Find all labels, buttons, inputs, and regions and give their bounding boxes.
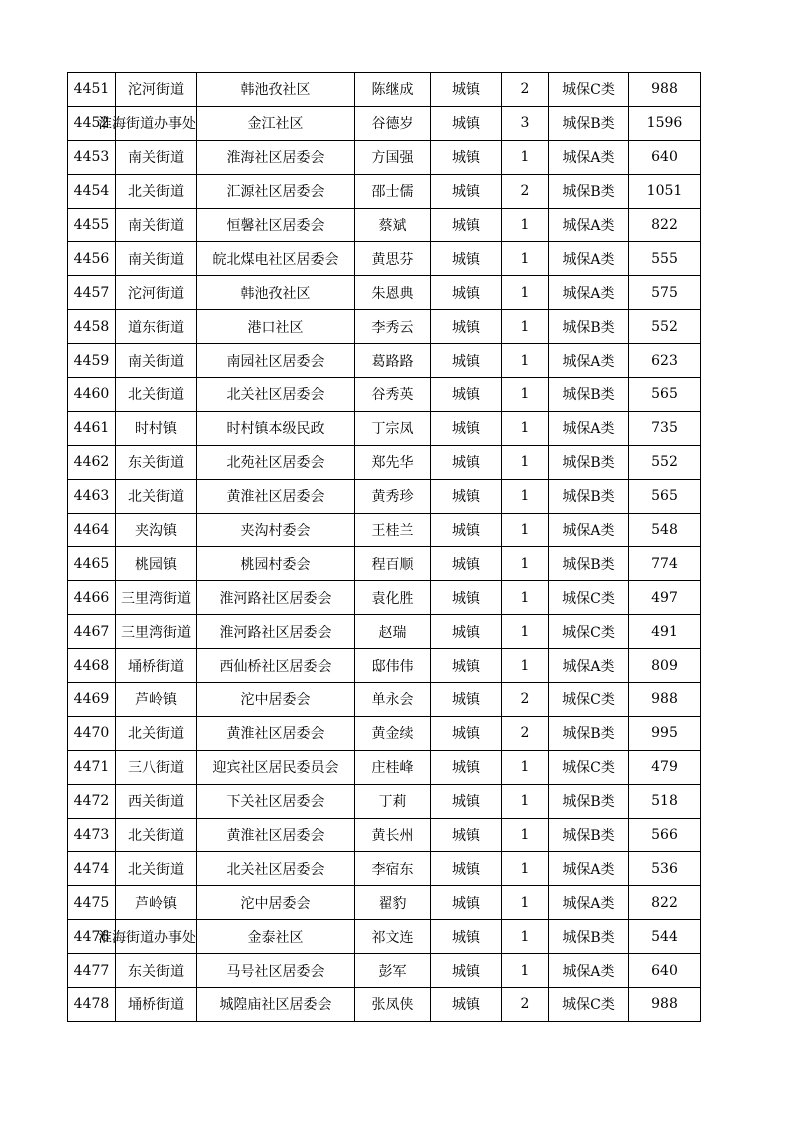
cell-category: 城保A类 [549,852,629,886]
cell-serial-number: 4460 [68,378,116,412]
cell-serial-number: 4471 [68,750,116,784]
table-row [68,581,701,615]
cell-community: 韩池孜社区 [197,276,355,310]
cell-community: 马号社区居委会 [197,954,355,988]
cell-amount: 566 [629,818,701,852]
cell-household-type: 城镇 [431,344,502,378]
cell-community: 恒馨社区居委会 [197,208,355,242]
cell-name: 邸伟伟 [355,649,431,683]
table-row [68,750,701,784]
cell-category: 城保B类 [549,445,629,479]
cell-amount: 552 [629,445,701,479]
cell-street: 南关街道 [116,140,197,174]
cell-street [98,106,197,140]
cell-name: 单永会 [355,683,431,717]
cell-community: 时村镇本级民政 [197,411,355,445]
cell-amount: 565 [629,479,701,513]
cell-category: 城保C类 [549,581,629,615]
cell-household-type: 城镇 [431,208,502,242]
table-row [68,344,701,378]
cell-amount: 548 [629,513,701,547]
cell-name: 赵瑞 [355,615,431,649]
cell-amount: 544 [629,920,701,954]
cell-amount: 623 [629,344,701,378]
cell-street-text: 淮海街道办事处 [98,116,196,133]
cell-street: 沱河街道 [116,73,197,107]
cell-category: 城保A类 [549,242,629,276]
cell-category: 城保B类 [549,479,629,513]
cell-person-count: 1 [502,479,549,513]
table-row [68,310,701,344]
cell-category: 城保B类 [549,106,629,140]
cell-amount: 497 [629,581,701,615]
cell-amount: 822 [629,208,701,242]
cell-amount: 988 [629,683,701,717]
cell-household-type: 城镇 [431,547,502,581]
cell-household-type: 城镇 [431,683,502,717]
cell-category: 城保A类 [549,649,629,683]
cell-household-type: 城镇 [431,411,502,445]
cell-household-type: 城镇 [431,310,502,344]
cell-category: 城保B类 [549,547,629,581]
cell-person-count: 1 [502,344,549,378]
cell-serial-number: 4452 [68,106,116,140]
cell-person-count: 2 [502,716,549,750]
cell-street-text: 淮海街道办事处 [98,929,196,946]
table-row [68,988,701,1022]
cell-community: 北苑社区居委会 [197,445,355,479]
cell-household-type: 城镇 [431,615,502,649]
cell-serial-number: 4453 [68,140,116,174]
cell-name: 李宿东 [355,852,431,886]
cell-serial-number: 4457 [68,276,116,310]
cell-household-type: 城镇 [431,276,502,310]
cell-household-type: 城镇 [431,784,502,818]
cell-amount: 536 [629,852,701,886]
cell-category: 城保B类 [549,920,629,954]
table-row [68,106,701,140]
table-row [68,411,701,445]
cell-person-count: 1 [502,445,549,479]
table-row [68,276,701,310]
cell-person-count: 2 [502,73,549,107]
table-row [68,140,701,174]
cell-community: 黄淮社区居委会 [197,818,355,852]
cell-serial-number: 4470 [68,716,116,750]
cell-name: 朱恩典 [355,276,431,310]
cell-category: 城保A类 [549,140,629,174]
cell-person-count: 1 [502,750,549,784]
cell-serial-number: 4477 [68,954,116,988]
cell-street: 道东街道 [116,310,197,344]
cell-serial-number: 4463 [68,479,116,513]
cell-household-type: 城镇 [431,445,502,479]
cell-serial-number: 4451 [68,73,116,107]
cell-household-type: 城镇 [431,954,502,988]
cell-community: 沱中居委会 [197,886,355,920]
cell-community: 黄淮社区居委会 [197,716,355,750]
cell-community: 北关社区居委会 [197,378,355,412]
cell-amount: 735 [629,411,701,445]
cell-community: 淮海社区居委会 [197,140,355,174]
cell-amount: 809 [629,649,701,683]
table-row [68,479,701,513]
cell-serial-number: 4458 [68,310,116,344]
cell-amount: 479 [629,750,701,784]
cell-street: 东关街道 [116,954,197,988]
cell-category: 城保A类 [549,954,629,988]
cell-household-type: 城镇 [431,378,502,412]
cell-household-type: 城镇 [431,920,502,954]
cell-street: 三里湾街道 [116,615,197,649]
cell-household-type: 城镇 [431,174,502,208]
table-body [68,73,701,1022]
cell-name: 黄思芬 [355,242,431,276]
cell-household-type: 城镇 [431,513,502,547]
cell-person-count: 1 [502,615,549,649]
table-row [68,954,701,988]
cell-serial-number: 4472 [68,784,116,818]
cell-street: 北关街道 [116,174,197,208]
cell-person-count: 1 [502,378,549,412]
cell-name: 程百顺 [355,547,431,581]
cell-household-type: 城镇 [431,750,502,784]
cell-street: 南关街道 [116,208,197,242]
cell-amount: 491 [629,615,701,649]
cell-person-count: 1 [502,513,549,547]
cell-serial-number: 4466 [68,581,116,615]
cell-street: 芦岭镇 [116,886,197,920]
cell-household-type: 城镇 [431,479,502,513]
cell-category: 城保C类 [549,750,629,784]
cell-amount: 552 [629,310,701,344]
cell-household-type: 城镇 [431,140,502,174]
cell-name: 蔡斌 [355,208,431,242]
cell-serial-number: 4474 [68,852,116,886]
cell-community: 夹沟村委会 [197,513,355,547]
table-row [68,547,701,581]
table-row [68,378,701,412]
cell-person-count: 1 [502,886,549,920]
cell-name: 王桂兰 [355,513,431,547]
cell-serial-number: 4467 [68,615,116,649]
cell-household-type: 城镇 [431,716,502,750]
cell-name: 谷秀英 [355,378,431,412]
cell-household-type: 城镇 [431,818,502,852]
cell-name: 祁文连 [355,920,431,954]
cell-serial-number: 4455 [68,208,116,242]
cell-street [98,920,197,954]
cell-street: 北关街道 [116,479,197,513]
cell-serial-number: 4468 [68,649,116,683]
cell-serial-number: 4464 [68,513,116,547]
cell-community: 黄淮社区居委会 [197,479,355,513]
cell-household-type: 城镇 [431,106,502,140]
table-row [68,716,701,750]
cell-person-count: 1 [502,954,549,988]
cell-person-count: 1 [502,784,549,818]
cell-category: 城保C类 [549,683,629,717]
cell-community: 沱中居委会 [197,683,355,717]
cell-community: 城隍庙社区居委会 [197,988,355,1022]
cell-name: 李秀云 [355,310,431,344]
table-row [68,683,701,717]
cell-person-count: 1 [502,852,549,886]
table-row [68,784,701,818]
cell-person-count: 1 [502,276,549,310]
cell-street: 北关街道 [116,716,197,750]
cell-street: 时村镇 [116,411,197,445]
cell-person-count: 1 [502,920,549,954]
cell-category: 城保A类 [549,411,629,445]
cell-household-type: 城镇 [431,886,502,920]
table-row [68,920,701,954]
cell-person-count: 1 [502,547,549,581]
cell-community: 西仙桥社区居委会 [197,649,355,683]
cell-street: 三里湾街道 [116,581,197,615]
cell-name: 黄金续 [355,716,431,750]
cell-name: 郑先华 [355,445,431,479]
cell-community: 港口社区 [197,310,355,344]
cell-category: 城保A类 [549,513,629,547]
cell-street: 埇桥街道 [116,649,197,683]
table-row [68,818,701,852]
cell-street: 三八街道 [116,750,197,784]
table-row [68,886,701,920]
cell-serial-number: 4456 [68,242,116,276]
cell-name: 陈继成 [355,73,431,107]
cell-amount: 1051 [629,174,701,208]
cell-name: 丁莉 [355,784,431,818]
cell-person-count: 3 [502,106,549,140]
table-row [68,73,701,107]
cell-community: 金泰社区 [197,920,355,954]
cell-amount: 988 [629,73,701,107]
cell-category: 城保A类 [549,344,629,378]
cell-name: 彭军 [355,954,431,988]
cell-serial-number: 4473 [68,818,116,852]
cell-household-type: 城镇 [431,852,502,886]
cell-serial-number: 4469 [68,683,116,717]
cell-community: 金江社区 [197,106,355,140]
cell-amount: 774 [629,547,701,581]
cell-category: 城保A类 [549,208,629,242]
cell-community: 下关社区居委会 [197,784,355,818]
cell-street: 桃园镇 [116,547,197,581]
cell-person-count: 1 [502,818,549,852]
cell-serial-number: 4462 [68,445,116,479]
cell-street: 西关街道 [116,784,197,818]
cell-community: 韩池孜社区 [197,73,355,107]
cell-category: 城保C类 [549,988,629,1022]
cell-amount: 640 [629,140,701,174]
cell-community: 迎宾社区居民委员会 [197,750,355,784]
cell-name: 方国强 [355,140,431,174]
table-row [68,242,701,276]
cell-name: 翟豹 [355,886,431,920]
cell-amount: 640 [629,954,701,988]
table-row [68,208,701,242]
cell-street: 北关街道 [116,852,197,886]
cell-category: 城保B类 [549,310,629,344]
cell-person-count: 2 [502,683,549,717]
cell-serial-number: 4465 [68,547,116,581]
cell-name: 邵士儒 [355,174,431,208]
cell-person-count: 2 [502,174,549,208]
cell-amount: 988 [629,988,701,1022]
cell-category: 城保C类 [549,73,629,107]
cell-serial-number: 4476 [68,920,116,954]
cell-category: 城保C类 [549,615,629,649]
cell-community: 淮河路社区居委会 [197,615,355,649]
cell-household-type: 城镇 [431,73,502,107]
cell-amount: 822 [629,886,701,920]
cell-name: 庄桂峰 [355,750,431,784]
cell-person-count: 1 [502,581,549,615]
cell-name: 葛路路 [355,344,431,378]
table-row [68,649,701,683]
table-row [68,445,701,479]
cell-name: 黄长州 [355,818,431,852]
cell-community: 皖北煤电社区居委会 [197,242,355,276]
cell-amount: 995 [629,716,701,750]
cell-amount: 518 [629,784,701,818]
cell-category: 城保A类 [549,276,629,310]
cell-amount: 565 [629,378,701,412]
cell-name: 张凤侠 [355,988,431,1022]
cell-household-type: 城镇 [431,581,502,615]
cell-street: 埇桥街道 [116,988,197,1022]
cell-person-count: 1 [502,649,549,683]
cell-person-count: 1 [502,411,549,445]
cell-street: 夹沟镇 [116,513,197,547]
data-table [67,72,701,1022]
cell-amount: 555 [629,242,701,276]
cell-person-count: 1 [502,140,549,174]
cell-person-count: 1 [502,310,549,344]
cell-serial-number: 4459 [68,344,116,378]
cell-person-count: 1 [502,208,549,242]
cell-category: 城保B类 [549,716,629,750]
cell-household-type: 城镇 [431,988,502,1022]
cell-name: 黄秀珍 [355,479,431,513]
cell-community: 桃园村委会 [197,547,355,581]
cell-community: 淮河路社区居委会 [197,581,355,615]
cell-person-count: 2 [502,988,549,1022]
cell-street: 北关街道 [116,818,197,852]
cell-category: 城保B类 [549,174,629,208]
cell-serial-number: 4454 [68,174,116,208]
cell-street: 东关街道 [116,445,197,479]
cell-serial-number: 4475 [68,886,116,920]
cell-household-type: 城镇 [431,649,502,683]
cell-name: 谷德岁 [355,106,431,140]
cell-amount: 575 [629,276,701,310]
cell-category: 城保B类 [549,818,629,852]
cell-name: 袁化胜 [355,581,431,615]
cell-serial-number: 4461 [68,411,116,445]
table-row [68,615,701,649]
cell-community: 北关社区居委会 [197,852,355,886]
cell-community: 南园社区居委会 [197,344,355,378]
cell-serial-number: 4478 [68,988,116,1022]
cell-category: 城保B类 [549,784,629,818]
cell-street: 南关街道 [116,344,197,378]
cell-community: 汇源社区居委会 [197,174,355,208]
cell-person-count: 1 [502,242,549,276]
cell-household-type: 城镇 [431,242,502,276]
cell-street: 南关街道 [116,242,197,276]
cell-category: 城保A类 [549,886,629,920]
table-row [68,174,701,208]
cell-street: 芦岭镇 [116,683,197,717]
cell-street: 北关街道 [116,378,197,412]
cell-street: 沱河街道 [116,276,197,310]
cell-name: 丁宗凤 [355,411,431,445]
table-row [68,513,701,547]
cell-amount: 1596 [629,106,701,140]
table-row [68,852,701,886]
cell-category: 城保B类 [549,378,629,412]
